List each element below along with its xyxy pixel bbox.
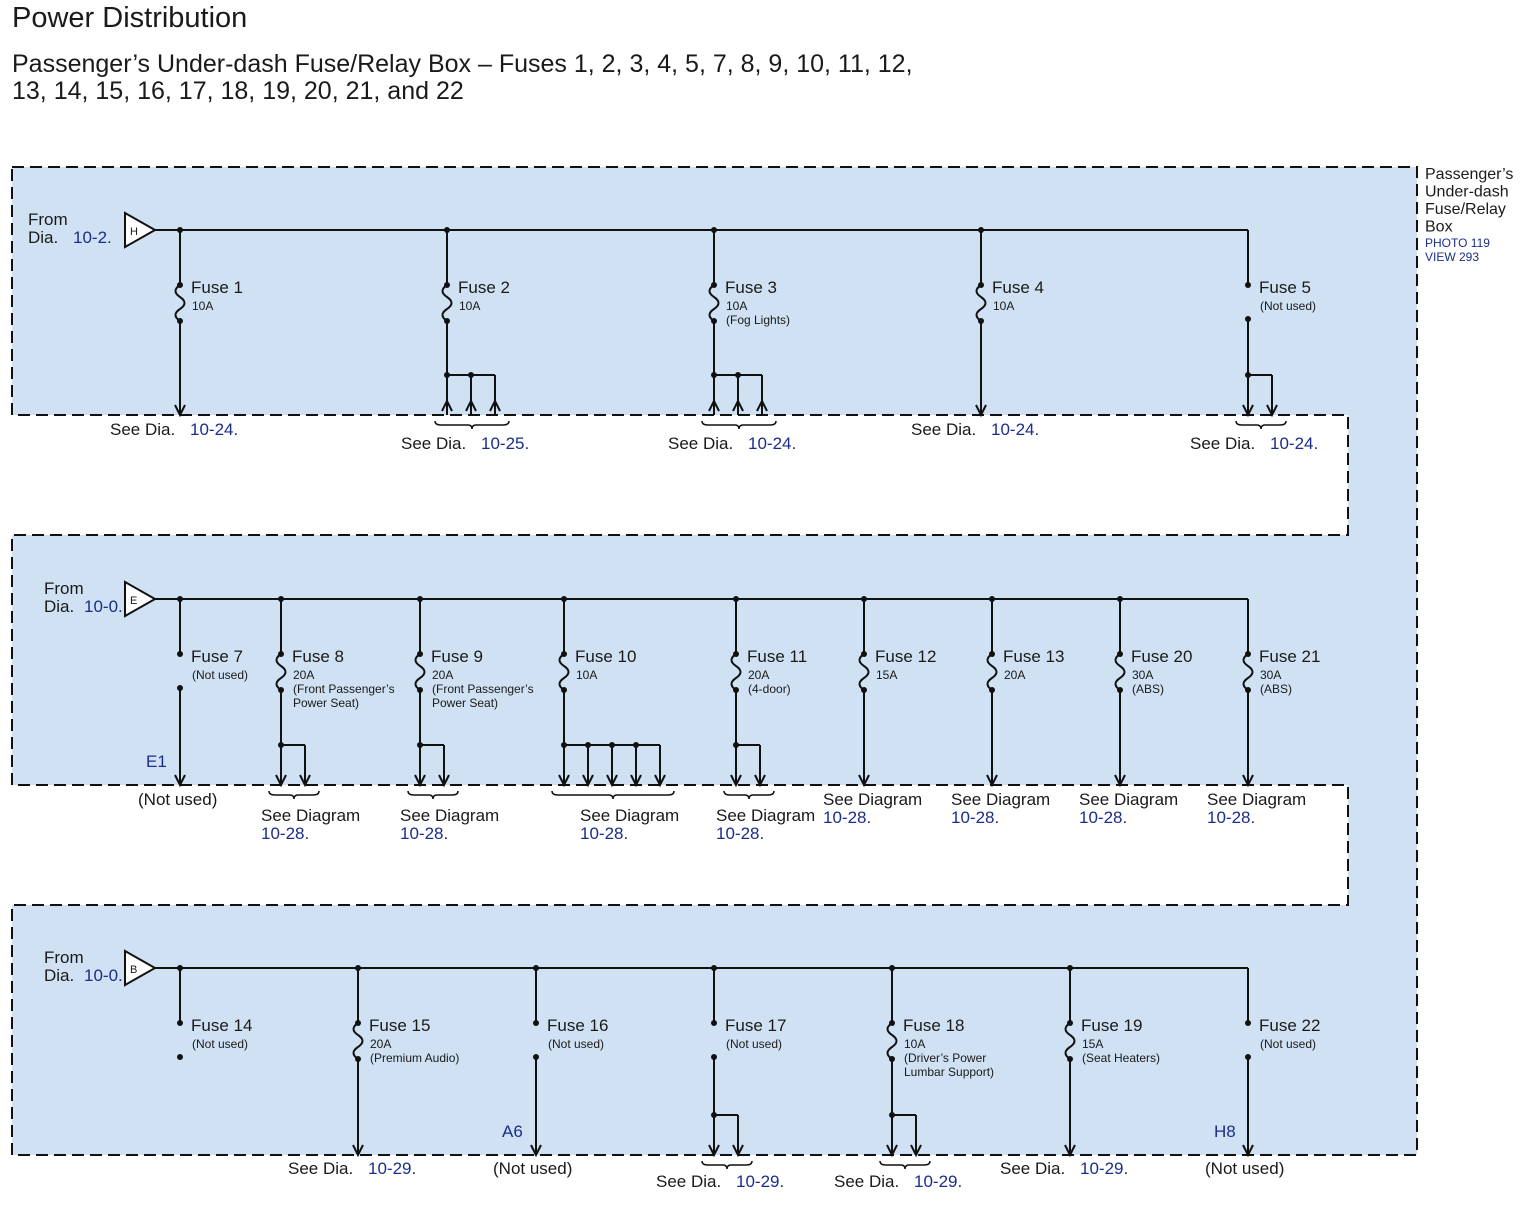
see-diagram-ref: 10-28.: [400, 824, 449, 843]
brace: [702, 421, 776, 429]
fuse-terminal: [711, 1020, 717, 1026]
see-diagram-label: See Diagram: [951, 790, 1051, 809]
fuse-name: Fuse 12: [875, 647, 937, 666]
fuse-rating: Power Seat): [293, 696, 360, 710]
see-diagram-ref: 10-29.: [736, 1172, 785, 1191]
brace: [435, 421, 509, 429]
box-label-line: Box: [1425, 218, 1453, 236]
brace: [269, 791, 319, 799]
see-diagram-ref: 10-28.: [951, 808, 1000, 827]
fuse-rating: (Driver’s Power: [904, 1051, 987, 1065]
fuse-rating: 30A: [1260, 668, 1282, 682]
fuse-rating: (Front Passenger’s: [293, 682, 395, 696]
fuse-name: Fuse 2: [458, 278, 510, 297]
see-diagram-ref: 10-29.: [1080, 1159, 1129, 1178]
fuse-rating: (Not used): [192, 668, 249, 682]
fuse-terminal: [177, 282, 183, 288]
fuse-name: Fuse 14: [191, 1016, 253, 1035]
see-diagram-ref: 10-28.: [261, 824, 310, 843]
from-label: From: [28, 210, 68, 229]
fuse-terminal: [177, 1054, 183, 1060]
fuse-rating: 10A: [459, 299, 481, 313]
fuse-name: Fuse 19: [1081, 1016, 1143, 1035]
fuse-rating: 20A: [370, 1037, 392, 1051]
fuse-rating: (Fog Lights): [726, 313, 791, 327]
brace: [702, 1161, 752, 1169]
fuse-rating: (Not used): [548, 1037, 605, 1051]
box-label-line: Under-dash: [1425, 183, 1509, 201]
see-dia-ref: 10-24.: [190, 420, 239, 439]
fuse-rating: 10A: [726, 299, 748, 313]
see-diagram-ref: 10-29.: [914, 1172, 963, 1191]
fuse-name: Fuse 20: [1131, 647, 1193, 666]
from-dia-label: Dia.: [28, 228, 59, 247]
see-dia-ref: 10-25.: [481, 434, 530, 453]
fuse-rating: 15A: [1082, 1037, 1104, 1051]
fuse-name: Fuse 16: [547, 1016, 609, 1035]
see-dia-ref: 10-24.: [991, 420, 1040, 439]
fuse-rating: Power Seat): [432, 696, 499, 710]
brace: [724, 791, 774, 799]
fuse-name: Fuse 9: [431, 647, 483, 666]
fuse-terminal: [177, 651, 183, 657]
from-dia-ref: 10-2.: [73, 228, 112, 247]
not-used-label: (Not used): [1205, 1159, 1285, 1178]
from-dia-label: Dia.: [44, 597, 75, 616]
see-dia-ref: 10-24.: [748, 434, 797, 453]
see-dia-label: See Dia.: [668, 434, 734, 453]
fuse-rating: (Front Passenger’s: [432, 682, 534, 696]
brace: [880, 1161, 930, 1169]
connector-letter: B: [130, 964, 138, 976]
connector-letter: H: [130, 226, 138, 238]
fuse-name: Fuse 10: [575, 647, 637, 666]
fuse-name: Fuse 3: [725, 278, 777, 297]
see-diagram-label: See Dia.: [656, 1172, 722, 1191]
fuse-name: Fuse 7: [191, 647, 243, 666]
pin-label: A6: [502, 1122, 523, 1141]
fuse-name: Fuse 22: [1259, 1016, 1321, 1035]
not-used-label: (Not used): [493, 1159, 573, 1178]
fuse-terminal: [889, 1020, 895, 1026]
fuse-terminal: [278, 651, 284, 657]
fuse-rating: 10A: [576, 668, 598, 682]
fuse-rating: 10A: [192, 299, 214, 313]
fuse-terminal: [1245, 651, 1251, 657]
see-diagram-label: See Diagram: [1079, 790, 1179, 809]
fuse-rating: (Premium Audio): [370, 1051, 460, 1065]
fuse-name: Fuse 4: [992, 278, 1044, 297]
fuse-name: Fuse 18: [903, 1016, 965, 1035]
fuse-rating: 30A: [1132, 668, 1154, 682]
fuse-terminal: [1245, 1020, 1251, 1026]
pin-label: E1: [146, 752, 167, 771]
fuse-rating: (Not used): [192, 1037, 249, 1051]
fuse-rating: (Not used): [726, 1037, 783, 1051]
see-diagram-ref: 10-29.: [368, 1159, 417, 1178]
subtitle-line-1: Passenger’s Under-dash Fuse/Relay Box – Fuses 1, 2, 3, 4, 5, 7, 8, 9, 10, 11, 12,: [12, 50, 913, 78]
see-dia-label: See Dia.: [401, 434, 467, 453]
page-title: Power Distribution: [12, 2, 248, 34]
see-diagram-label: See Diagram: [716, 806, 816, 825]
see-diagram-label: See Diagram: [261, 806, 361, 825]
box-label-line: Fuse/Relay: [1425, 201, 1506, 218]
fuse-rating: Lumbar Support): [904, 1065, 995, 1079]
fuse-rating: 20A: [432, 668, 454, 682]
fuse-terminal: [861, 651, 867, 657]
see-diagram-label: See Diagram: [823, 790, 923, 809]
see-diagram-ref: 10-28.: [823, 808, 872, 827]
see-dia-ref: 10-24.: [1270, 434, 1319, 453]
fuse-rating: (Seat Heaters): [1082, 1051, 1161, 1065]
fuse-rating: (ABS): [1260, 682, 1293, 696]
fuse-terminal: [561, 651, 567, 657]
fuse-name: Fuse 11: [747, 647, 808, 666]
fuse-terminal: [533, 1020, 539, 1026]
fuse-rating: (4-door): [748, 682, 791, 696]
view-ref: VIEW 293: [1425, 250, 1480, 264]
not-used-label: (Not used): [138, 790, 218, 809]
fuse-rating: (Not used): [1260, 299, 1317, 313]
see-diagram-label: See Diagram: [400, 806, 500, 825]
from-dia-ref: 10-0.: [84, 597, 123, 616]
fuse-rating: (ABS): [1132, 682, 1165, 696]
brace: [552, 791, 674, 799]
fuse-rating: 10A: [993, 299, 1015, 313]
brace: [408, 791, 458, 799]
see-diagram-label: See Dia.: [1000, 1159, 1066, 1178]
fuse-terminal: [989, 651, 995, 657]
fuse-terminal: [417, 651, 423, 657]
pin-label: H8: [1214, 1122, 1236, 1141]
fuse-rating: (Not used): [1260, 1037, 1317, 1051]
fuse-terminal: [177, 1020, 183, 1026]
fuse-terminal: [978, 282, 984, 288]
see-dia-label: See Dia.: [1190, 434, 1256, 453]
fuse-name: Fuse 17: [725, 1016, 787, 1035]
fuse-rating: 20A: [293, 668, 315, 682]
see-diagram-label: See Dia.: [834, 1172, 900, 1191]
see-diagram-ref: 10-28.: [1207, 808, 1256, 827]
from-label: From: [44, 579, 84, 598]
fuse-terminal: [1117, 651, 1123, 657]
from-dia-ref: 10-0.: [84, 966, 123, 985]
see-diagram-ref: 10-28.: [716, 824, 765, 843]
brace: [1236, 421, 1286, 429]
see-dia-label: See Dia.: [911, 420, 977, 439]
fuse-terminal: [444, 282, 450, 288]
connector-letter: E: [130, 595, 138, 607]
fuse-name: Fuse 1: [191, 278, 243, 297]
fuse-terminal: [711, 282, 717, 288]
fuse-name: Fuse 13: [1003, 647, 1065, 666]
from-dia-label: Dia.: [44, 966, 75, 985]
photo-ref: PHOTO 119: [1425, 236, 1490, 250]
see-diagram-ref: 10-28.: [1079, 808, 1128, 827]
fuse-rating: 20A: [748, 668, 770, 682]
from-label: From: [44, 948, 84, 967]
fuse-rating: 20A: [1004, 668, 1026, 682]
see-diagram-ref: 10-28.: [580, 824, 629, 843]
see-diagram-label: See Dia.: [288, 1159, 354, 1178]
fuse-name: Fuse 15: [369, 1016, 431, 1035]
fuse-terminal: [355, 1020, 361, 1026]
fuse-terminal: [733, 651, 739, 657]
fuse-terminal: [1067, 1020, 1073, 1026]
fuse-rating: 15A: [876, 668, 898, 682]
see-dia-label: See Dia.: [110, 420, 176, 439]
fuse-name: Fuse 21: [1259, 647, 1321, 666]
fuse-terminal: [1245, 282, 1251, 288]
see-diagram-label: See Diagram: [1207, 790, 1307, 809]
fuse-rating: 10A: [904, 1037, 926, 1051]
fuse-name: Fuse 8: [292, 647, 344, 666]
box-label-line: Passenger’s: [1425, 166, 1514, 183]
fuse-name: Fuse 5: [1259, 278, 1311, 297]
subtitle-line-2: 13, 14, 15, 16, 17, 18, 19, 20, 21, and 22: [12, 77, 464, 105]
see-diagram-label: See Diagram: [580, 806, 680, 825]
